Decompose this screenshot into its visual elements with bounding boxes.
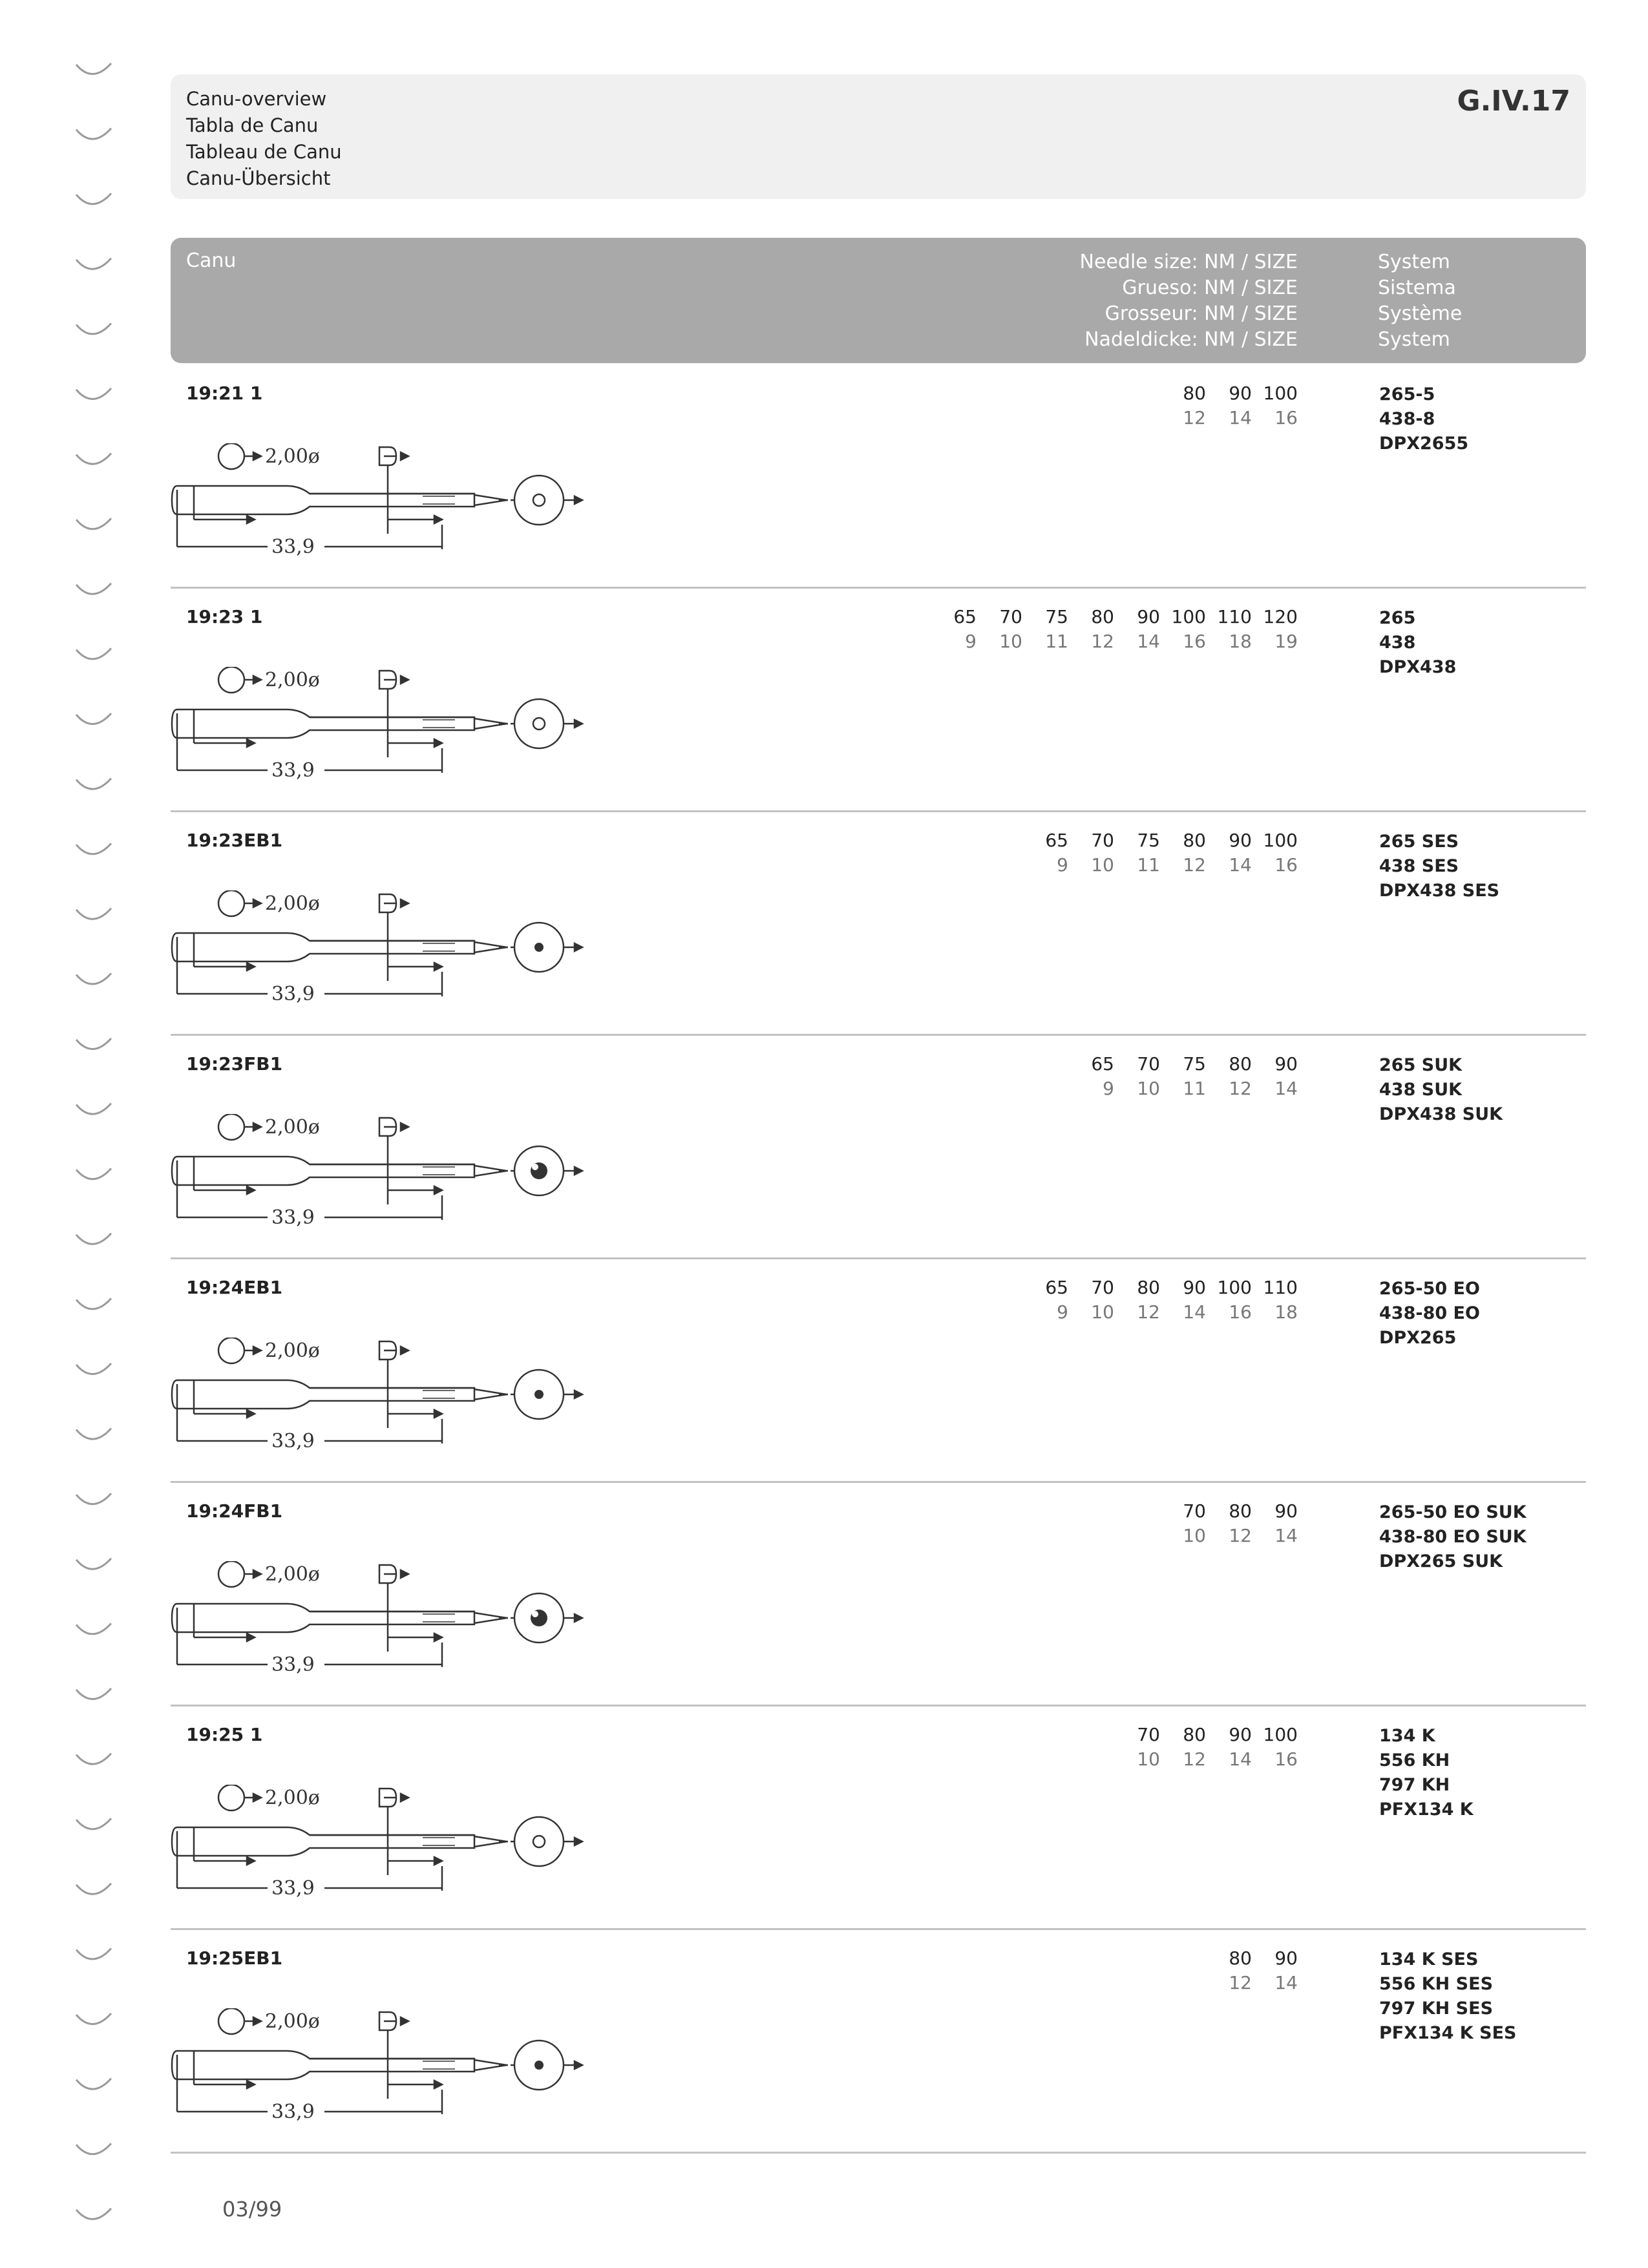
system-fr: Système	[1378, 302, 1463, 325]
system-item: DPX438	[1379, 657, 1457, 677]
system-item: DPX438 SES	[1379, 881, 1500, 901]
nm-values	[1068, 1052, 1298, 1076]
diameter-label: 2,00ø	[265, 669, 320, 691]
system-item: 438	[1379, 633, 1416, 653]
size-value: 14	[1229, 1748, 1252, 1770]
diameter-circle	[218, 890, 244, 916]
size-value: 16	[1229, 1301, 1252, 1323]
nm-value: 110	[1217, 606, 1252, 627]
diameter-circle	[218, 667, 244, 693]
system-item: 265-50 EO	[1379, 1279, 1480, 1299]
system-list	[1379, 1948, 1516, 2046]
needle-shank	[172, 486, 474, 514]
size-value: 14	[1274, 1078, 1298, 1099]
nm-value: 80	[1183, 830, 1206, 851]
system-item: 438 SES	[1379, 856, 1459, 876]
system-list	[1379, 606, 1456, 680]
needle-sizes	[1160, 381, 1298, 430]
canu-row	[171, 1034, 1586, 1259]
system-item: 134 K SES	[1379, 1949, 1479, 1969]
size-value: 9	[965, 631, 977, 652]
cross-section-circle	[514, 476, 564, 525]
point-mark	[534, 2061, 544, 2070]
needle-diagram-wrap	[171, 1561, 623, 1680]
system-list	[1379, 830, 1499, 903]
needle-diagram-wrap	[171, 1785, 623, 1904]
cross-section-circle	[514, 1817, 564, 1866]
system-item: PFX134 K	[1379, 1800, 1474, 1820]
size-value: 18	[1229, 631, 1252, 652]
system-item: PFX134 K SES	[1379, 2023, 1517, 2043]
system-de: System	[1378, 328, 1450, 351]
binding-hole	[76, 1818, 111, 1829]
nm-value: 100	[1263, 383, 1298, 404]
system-list	[1379, 383, 1468, 456]
binding-hole	[76, 779, 111, 790]
column-canu: Canu	[186, 249, 237, 272]
point-mark	[534, 1390, 544, 1399]
binding-hole	[76, 323, 111, 334]
binding-hole	[76, 908, 111, 919]
nm-value: 80	[1137, 1277, 1160, 1298]
binding-hole	[76, 1623, 111, 1634]
needle-shank	[172, 933, 474, 961]
size-value: 19	[1274, 631, 1298, 652]
nm-values	[931, 605, 1298, 629]
size-value: 11	[1045, 631, 1068, 652]
size-value: 18	[1274, 1301, 1298, 1323]
canu-row	[171, 1928, 1586, 2154]
canu-row	[171, 587, 1586, 812]
length-label: 33,9	[271, 1206, 315, 1229]
page-titles	[186, 86, 342, 192]
binding-hole	[76, 1168, 111, 1179]
footer-date: 03/99	[222, 2197, 282, 2221]
size-value: 16	[1274, 1748, 1298, 1770]
diameter-circle	[218, 2008, 244, 2034]
system-list	[1379, 1053, 1503, 1127]
system-item: DPX265 SUK	[1379, 1551, 1503, 1571]
size-value: 10	[999, 631, 1022, 652]
point-mark	[534, 943, 544, 952]
binding-hole	[76, 1688, 111, 1699]
system-item: DPX265	[1379, 1328, 1457, 1348]
size-value: 10	[1137, 1748, 1160, 1770]
size-value: 14	[1274, 1525, 1298, 1546]
nm-value: 100	[1217, 1277, 1252, 1298]
canu-row	[171, 1257, 1586, 1483]
nm-value: 90	[1274, 1500, 1298, 1522]
size-value: 14	[1274, 1972, 1298, 1993]
needle-size-fr: Grosseur: NM / SIZE	[1104, 302, 1298, 325]
needle-size-es: Grueso: NM / SIZE	[1122, 277, 1298, 299]
needle-shank	[172, 1827, 474, 1856]
needle-diagram	[171, 890, 623, 1007]
nm-value: 65	[1045, 830, 1068, 851]
point-mark	[533, 494, 545, 506]
nm-value: 75	[1045, 606, 1068, 627]
canu-code: 19:24EB1	[186, 1277, 283, 1298]
size-values	[1022, 1300, 1298, 1325]
length-label: 33,9	[271, 1654, 315, 1676]
canu-row	[171, 1481, 1586, 1706]
size-value: 12	[1229, 1972, 1252, 1993]
system-list	[1379, 1277, 1480, 1350]
size-value: 12	[1091, 631, 1114, 652]
needle-shank	[172, 1380, 474, 1409]
binding-hole	[76, 193, 111, 204]
column-header	[171, 238, 1586, 363]
size-value: 12	[1183, 1748, 1206, 1770]
binding-hole	[76, 973, 111, 984]
size-value: 16	[1183, 631, 1206, 652]
point-mark	[533, 718, 545, 730]
needle-diagram	[171, 443, 623, 560]
binding-hole	[76, 258, 111, 269]
diameter-label: 2,00ø	[265, 1787, 320, 1809]
binding-hole	[76, 1493, 111, 1504]
size-value: 12	[1229, 1078, 1252, 1099]
needle-sizes	[931, 605, 1298, 654]
binding-hole	[76, 1234, 111, 1244]
needle-sizes	[1206, 1946, 1298, 1995]
binding-hole	[76, 129, 111, 140]
nm-value: 80	[1229, 1500, 1252, 1522]
length-label: 33,9	[271, 1877, 315, 1900]
canu-code: 19:25 1	[186, 1724, 263, 1745]
diameter-label: 2,00ø	[265, 1563, 320, 1586]
canu-code: 19:23 1	[186, 606, 263, 627]
nm-value: 80	[1229, 1948, 1252, 1969]
size-values	[1114, 1747, 1298, 1772]
diameter-label: 2,00ø	[265, 445, 320, 468]
system-item: 265-50 EO SUK	[1379, 1502, 1527, 1522]
system-item: 438-80 EO SUK	[1379, 1527, 1527, 1547]
nm-value: 80	[1229, 1053, 1252, 1075]
canu-row	[171, 363, 1586, 589]
nm-value: 90	[1229, 1724, 1252, 1745]
system-list	[1379, 1724, 1474, 1822]
binding-holes	[0, 0, 129, 2265]
size-value: 14	[1229, 854, 1252, 876]
diameter-label: 2,00ø	[265, 1116, 320, 1139]
size-value: 16	[1274, 854, 1298, 876]
nm-value: 120	[1263, 606, 1298, 627]
size-value: 11	[1183, 1078, 1206, 1099]
needle-sizes	[1022, 1276, 1298, 1325]
nm-value: 70	[1137, 1053, 1160, 1075]
nm-value: 90	[1229, 830, 1252, 851]
column-needle-size	[1080, 249, 1298, 353]
size-value: 14	[1229, 407, 1252, 428]
needle-diagram	[171, 1785, 623, 1901]
system-item: 438-8	[1379, 409, 1435, 429]
size-value: 12	[1183, 407, 1206, 428]
binding-hole	[76, 648, 111, 659]
nm-value: 70	[1137, 1724, 1160, 1745]
size-value: 12	[1229, 1525, 1252, 1546]
binding-hole	[76, 1298, 111, 1309]
needle-diagram-wrap	[171, 443, 623, 562]
system-list	[1379, 1500, 1527, 1574]
size-value: 14	[1183, 1301, 1206, 1323]
needle-diagram-wrap	[171, 1114, 623, 1233]
system-item: 438-80 EO	[1379, 1303, 1480, 1323]
system-item: 265 SES	[1379, 832, 1459, 852]
size-value: 11	[1137, 854, 1160, 876]
nm-value: 90	[1274, 1948, 1298, 1969]
nm-values	[1160, 1499, 1298, 1524]
system-item: 438 SUK	[1379, 1080, 1463, 1100]
binding-hole	[76, 2143, 111, 2154]
system-en: System	[1378, 251, 1450, 273]
binding-hole	[76, 518, 111, 529]
nm-values	[1206, 1946, 1298, 1971]
binding-hole	[76, 1038, 111, 1049]
system-item: 797 KH SES	[1379, 1999, 1494, 2019]
size-value: 16	[1274, 407, 1298, 428]
nm-value: 100	[1171, 606, 1206, 627]
diameter-circle	[218, 1561, 244, 1587]
column-system	[1378, 249, 1462, 353]
page-header	[171, 74, 1586, 199]
system-item: 265	[1379, 608, 1416, 628]
title-es: Tabla de Canu	[186, 114, 319, 136]
system-es: Sistema	[1378, 277, 1456, 299]
diameter-circle	[218, 443, 244, 469]
binding-hole	[76, 1884, 111, 1895]
nm-value: 90	[1183, 1277, 1206, 1298]
binding-hole	[76, 583, 111, 594]
needle-sizes	[1068, 1052, 1298, 1101]
system-item: 556 KH SES	[1379, 1974, 1494, 1994]
cross-section-circle	[514, 699, 564, 748]
size-values	[1068, 1076, 1298, 1101]
binding-hole	[76, 2209, 111, 2220]
binding-hole	[76, 1754, 111, 1765]
size-value: 12	[1183, 854, 1206, 876]
needle-shank	[172, 1604, 474, 1632]
canu-code: 19:24FB1	[186, 1500, 283, 1522]
nm-value: 75	[1137, 830, 1160, 851]
system-item: DPX2655	[1379, 434, 1469, 454]
nm-value: 100	[1263, 830, 1298, 851]
nm-value: 70	[1091, 1277, 1114, 1298]
size-value: 12	[1137, 1301, 1160, 1323]
nm-value: 80	[1183, 1724, 1206, 1745]
diameter-circle	[218, 1338, 244, 1363]
system-item: 556 KH	[1379, 1750, 1450, 1770]
canu-code: 19:21 1	[186, 383, 263, 404]
length-label: 33,9	[271, 536, 315, 558]
nm-value: 110	[1263, 1277, 1298, 1298]
size-value: 10	[1183, 1525, 1206, 1546]
title-de: Canu-Übersicht	[186, 167, 331, 189]
size-value: 10	[1091, 854, 1114, 876]
system-item: 265 SUK	[1379, 1055, 1463, 1075]
needle-size-de: Nadeldicke: NM / SIZE	[1084, 328, 1298, 351]
diameter-label: 2,00ø	[265, 892, 320, 915]
needle-sizes	[1160, 1499, 1298, 1548]
size-values	[1160, 406, 1298, 430]
system-item: 134 K	[1379, 1726, 1435, 1746]
needle-size-en: Needle size: NM / SIZE	[1079, 251, 1298, 273]
canu-code: 19:23EB1	[186, 830, 283, 851]
binding-hole	[76, 1429, 111, 1440]
diameter-label: 2,00ø	[265, 1339, 320, 1362]
title-en: Canu-overview	[186, 88, 327, 110]
needle-shank	[172, 2051, 474, 2079]
needle-diagram	[171, 2008, 623, 2125]
diameter-label: 2,00ø	[265, 2010, 320, 2033]
system-item: DPX438 SUK	[1379, 1104, 1503, 1124]
needle-diagram	[171, 667, 623, 783]
point-mark	[533, 1836, 545, 1847]
nm-value: 80	[1183, 383, 1206, 404]
binding-hole	[76, 2079, 111, 2090]
needle-shank	[172, 1157, 474, 1185]
system-item: 797 KH	[1379, 1775, 1450, 1795]
nm-value: 70	[1091, 830, 1114, 851]
needle-diagram-wrap	[171, 2008, 623, 2127]
needle-sizes	[1114, 1723, 1298, 1772]
needle-diagram-wrap	[171, 667, 623, 786]
nm-value: 100	[1263, 1724, 1298, 1745]
nm-values	[1022, 1276, 1298, 1300]
canu-row	[171, 810, 1586, 1036]
size-values	[1160, 1524, 1298, 1548]
size-values	[1022, 853, 1298, 877]
nm-values	[1160, 381, 1298, 406]
system-item: 265-5	[1379, 384, 1435, 404]
binding-hole	[76, 1104, 111, 1115]
title-fr: Tableau de Canu	[186, 141, 342, 163]
binding-hole	[76, 1363, 111, 1374]
page-code: G.IV.17	[1457, 85, 1570, 118]
nm-value: 90	[1274, 1053, 1298, 1075]
needle-diagram	[171, 1114, 623, 1230]
needle-sizes	[1022, 828, 1298, 877]
nm-value: 80	[1091, 606, 1114, 627]
diameter-circle	[218, 1114, 244, 1140]
binding-hole	[76, 63, 111, 74]
nm-values	[1114, 1723, 1298, 1747]
needle-shank	[172, 709, 474, 738]
size-values	[1206, 1971, 1298, 1995]
binding-hole	[76, 713, 111, 724]
nm-value: 75	[1183, 1053, 1206, 1075]
nm-value: 65	[1045, 1277, 1068, 1298]
needle-diagram	[171, 1561, 623, 1677]
nm-value: 90	[1229, 383, 1252, 404]
size-value: 14	[1137, 631, 1160, 652]
size-value: 9	[1103, 1078, 1114, 1099]
nm-values	[1022, 828, 1298, 853]
binding-hole	[76, 454, 111, 465]
length-label: 33,9	[271, 2101, 315, 2123]
size-value: 10	[1091, 1301, 1114, 1323]
nm-value: 90	[1137, 606, 1160, 627]
diameter-circle	[218, 1785, 244, 1811]
binding-hole	[76, 1948, 111, 1959]
binding-hole	[76, 388, 111, 399]
length-label: 33,9	[271, 983, 315, 1005]
nm-value: 70	[1183, 1500, 1206, 1522]
needle-diagram-wrap	[171, 890, 623, 1009]
size-values	[931, 629, 1298, 654]
nm-value: 70	[999, 606, 1022, 627]
size-value: 9	[1057, 854, 1068, 876]
canu-code: 19:23FB1	[186, 1053, 283, 1075]
nm-value: 65	[953, 606, 977, 627]
needle-diagram	[171, 1338, 623, 1454]
length-label: 33,9	[271, 1430, 315, 1453]
needle-diagram-wrap	[171, 1338, 623, 1456]
size-value: 10	[1137, 1078, 1160, 1099]
canu-code: 19:25EB1	[186, 1948, 283, 1969]
length-label: 33,9	[271, 759, 315, 782]
size-value: 9	[1057, 1301, 1068, 1323]
binding-hole	[76, 1559, 111, 1570]
binding-hole	[76, 2013, 111, 2024]
binding-hole	[76, 843, 111, 854]
canu-row	[171, 1705, 1586, 1930]
nm-value: 65	[1091, 1053, 1114, 1075]
